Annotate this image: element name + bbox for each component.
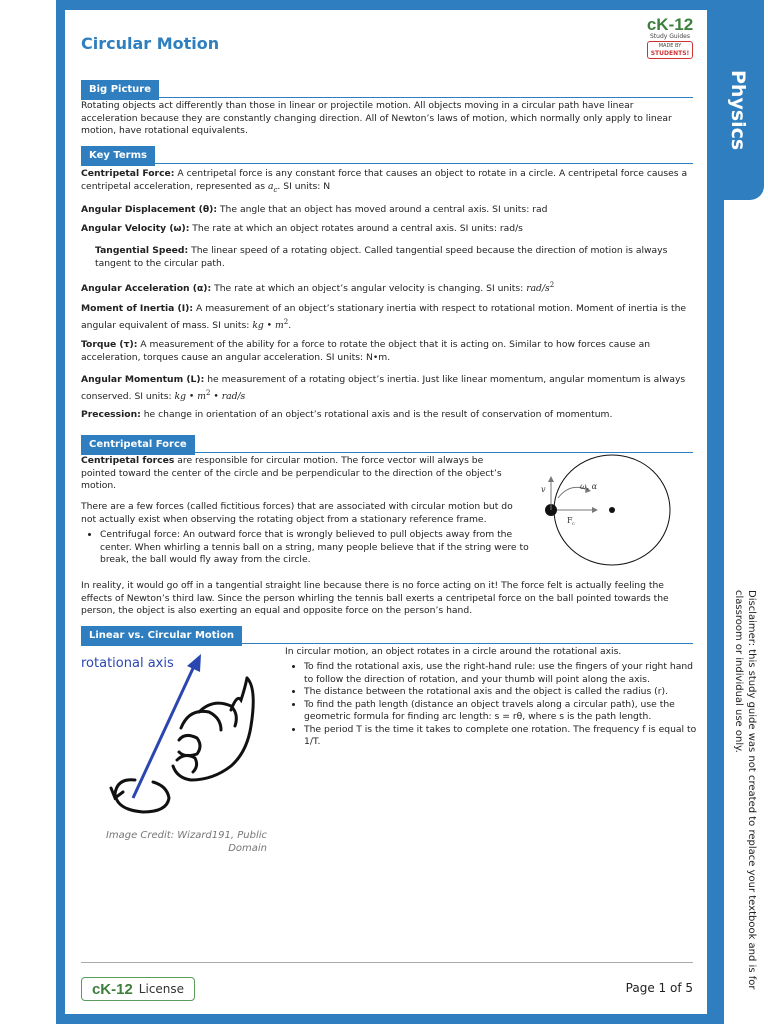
term-text: he measurement of a rotating object’s inertia. Just like linear momentum, angular momentum is always conserved. SI units: — [81, 374, 686, 402]
big-picture-text: Rotating objects act differently than those in linear or projectile motion. All objects moving in a circular path have linear acceleration because they are constantly changing direction. All of Newton’s laws of motion, which normally only apply to linear motion, have rotational equivalents. — [81, 100, 672, 136]
term-angular-displacement — [81, 204, 693, 217]
section-linear-vs-circular — [81, 623, 693, 644]
term-text: A measurement of the ability for a force to rotate the object that it is acting on. Similar to how forces cause an acceleration, torques cause an angular acceleration. SI units: N•m. — [81, 339, 651, 363]
image-credit: Image Credit: Wizard191, Public Domain — [105, 830, 267, 854]
section-big-picture — [81, 77, 693, 98]
cf-paragraph-1 — [81, 455, 521, 493]
footer-divider — [81, 962, 693, 963]
term-unit-exp: 2 — [205, 388, 211, 397]
term-torque — [81, 339, 693, 364]
velocity-label: v — [541, 485, 546, 494]
term-text: The rate at which an object’s angular velocity is changing. SI units: — [211, 283, 527, 295]
disclaimer-text: Disclaimer: this study guide was not created to replace your textbook and is for classroom or individual use only. — [733, 590, 757, 990]
section-label: Key Terms — [81, 146, 155, 166]
right-hand-rule-figure — [81, 648, 281, 823]
section-label: Linear vs. Circular Motion — [81, 626, 242, 646]
license-brand: cK-12 — [91, 980, 133, 998]
list-item: • To find the rotational axis, use the right-hand rule: use the fingers of your right hand to follow the direction of rotation, and your thumb will point along the axis. — [304, 661, 702, 686]
ck12-license-badge[interactable] — [81, 977, 195, 1001]
term-precession — [81, 409, 693, 422]
page-number: Page 1 of 5 — [625, 981, 693, 995]
section-label: Big Picture — [81, 80, 159, 100]
rotational-axis-label: rotational axis — [81, 656, 174, 671]
list-item: • To find the path length (distance an object travels along a circular path), use the geometric formula for finding arc length: s = rθ, where s is the path length. — [304, 699, 702, 724]
center-point — [609, 507, 615, 513]
term-label: Angular Displacement (θ): — [81, 204, 218, 215]
term-label: Moment of Inertia (I): — [81, 303, 194, 314]
term-label: Torque (τ): — [81, 339, 138, 350]
license-text: License — [138, 982, 185, 996]
term-tail: . — [288, 319, 292, 331]
term-text: The linear speed of a rotating object. Called tangential speed because the direction of motion is always tangent to the circular path. — [95, 245, 668, 269]
term-text: The rate at which an object rotates around a central axis. SI units: rad/s — [189, 223, 523, 234]
term-symbol-sub: c — [273, 185, 278, 194]
logo-made-by: MADE BY — [658, 43, 682, 49]
term-unit-exp: 2 — [549, 281, 555, 289]
term-unit: kg • m — [252, 319, 284, 331]
cf-bullet-list — [86, 529, 535, 567]
cf-text: are responsible for circular motion. The force vector will always be pointed toward the center of the circle and be perpendicular to the direction of the object’s motion. — [81, 455, 502, 491]
term-label: Precession: — [81, 409, 141, 420]
logo-badge — [647, 41, 694, 59]
force-label: F — [567, 516, 573, 525]
term-unit: rad/s — [526, 283, 550, 295]
term-text: A measurement of an object’s stationary inertia with respect to rotational motion. Moment of inertia is the angular equivalent of mass. SI units: — [81, 303, 687, 331]
term-tail: . SI units: N — [277, 180, 331, 192]
circular-motion-diagram — [536, 452, 676, 570]
cf-bold-term: Centripetal forces — [81, 455, 175, 466]
term-symbol: a — [267, 180, 274, 192]
term-centripetal-force — [81, 168, 693, 196]
term-angular-momentum — [81, 374, 693, 403]
ck12-study-guides-logo — [645, 16, 695, 68]
term-label: Angular Momentum (L): — [81, 374, 205, 385]
force-label-sub: c — [572, 521, 575, 527]
term-label: Angular Velocity (ω): — [81, 223, 190, 234]
term-angular-velocity — [81, 223, 693, 236]
term-moment-of-inertia — [81, 303, 693, 332]
cf-paragraph-3: In reality, it would go off in a tangential straight line because there is no force acting on it! The force felt is actually feeling the effects of Newton’s third law. Since the person whirling the tennis ball exerts a centripetal force on the ball pointed towards the person, the object is also exerting an equal and opposite force on the person’s hand. — [81, 580, 669, 616]
term-unit: kg • m — [174, 390, 206, 402]
logo-students: STUDENTS! — [650, 50, 690, 57]
list-item: • Centrifugal force: An outward force that is wrongly believed to pull objects away from the center. When whirling a tennis ball on a string, many people believe that if the string were to break, the ball would fly away from the circle. — [100, 529, 535, 567]
subject-tab-label: Physics — [727, 69, 749, 151]
section-centripetal-force — [81, 432, 693, 453]
velocity-arrowhead — [548, 476, 554, 482]
logo-line1: Study Guides — [650, 33, 690, 40]
term-label: Tangential Speed: — [95, 245, 189, 256]
logo-brand: cK-12 — [646, 15, 694, 34]
list-item: • The period T is the time it takes to complete one rotation. The frequency f is equal to 1/T. — [304, 724, 702, 749]
section-label: Centripetal Force — [81, 435, 195, 455]
term-label: Centripetal Force: — [81, 168, 175, 179]
term-text: The angle that an object has moved around a central axis. SI units: rad — [217, 204, 548, 215]
section-key-terms — [81, 143, 693, 164]
page-title: Circular Motion — [81, 34, 220, 53]
term-text: A centripetal force is any constant force that causes an object to rotate in a circle. A centripetal force causes a centripetal acceleration, represented as — [81, 168, 688, 192]
force-arrowhead — [592, 507, 598, 513]
omega-alpha-label: ω, α — [580, 482, 598, 491]
term-text: he change in orientation of an object’s rotational axis and is the result of conservation of momentum. — [140, 409, 613, 420]
term-unit-exp: 2 — [283, 317, 289, 326]
list-item: • The distance between the rotational axis and the object is called the radius (r). — [304, 686, 702, 699]
term-tangential-speed — [95, 245, 693, 270]
hand-outline — [173, 678, 253, 780]
term-unit2: • rad/s — [210, 390, 246, 402]
cf-paragraph-2: There are a few forces (called fictitious forces) that are associated with circular motion but do not actually exist when observing the rotating object from a stationary reference frame. — [81, 501, 513, 525]
lin-intro: In circular motion, an object rotates in a circle around the rotational axis. — [285, 646, 622, 657]
term-angular-acceleration — [81, 279, 693, 296]
term-label: Angular Acceleration (α): — [81, 283, 212, 295]
lin-bullet-list — [290, 661, 702, 749]
